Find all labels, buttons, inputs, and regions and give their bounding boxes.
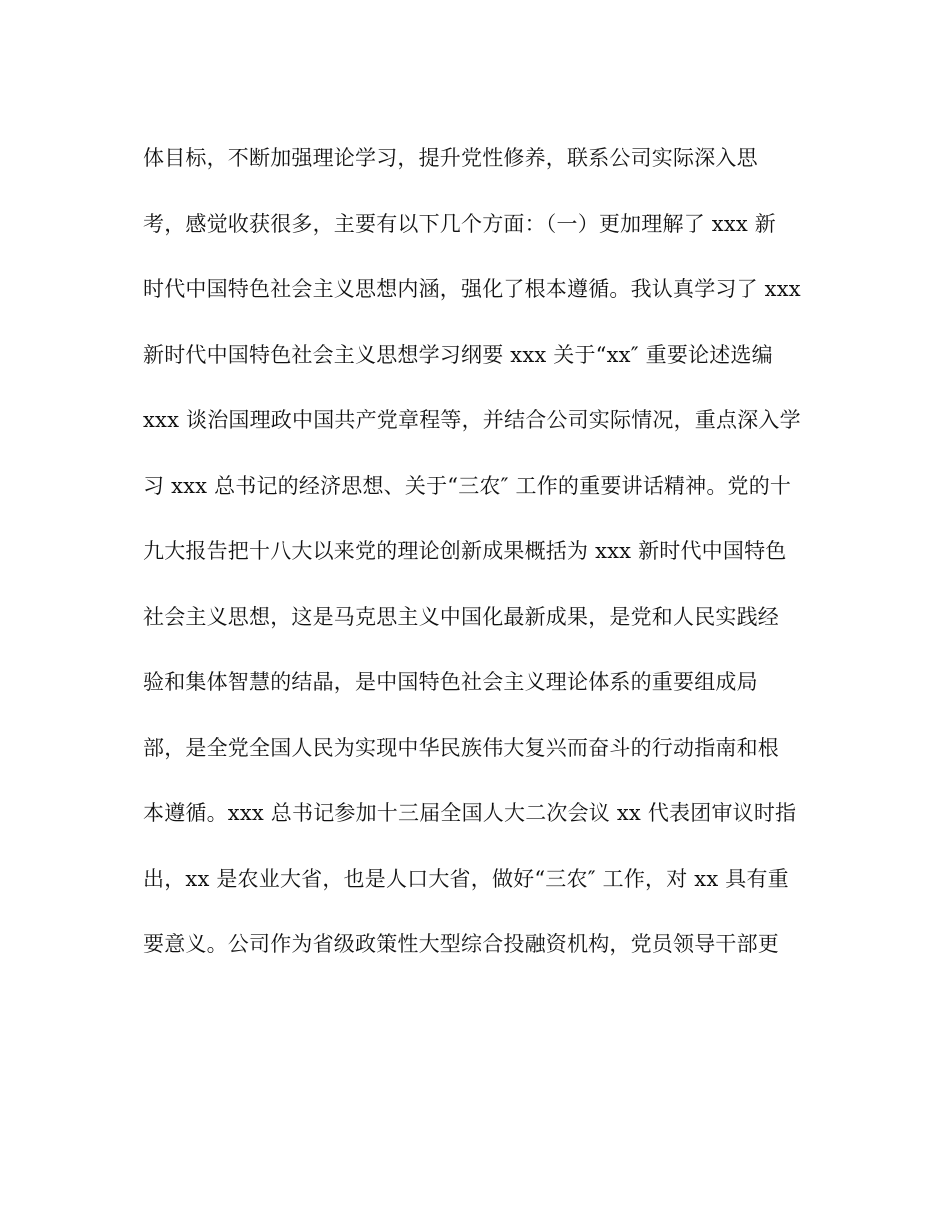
text-line: 新时代中国特色社会主义思想学习纲要 xxx 关于“xx″ 重要论述选编 — [143, 342, 773, 367]
text-line: 要意义。公司作为省级政策性大型综合投融资机构，党员领导干部更 — [143, 932, 779, 956]
text-line: 时代中国特色社会主义思想内涵，强化了根本遵循。我认真学习了 xxx — [143, 277, 801, 301]
text-line: xxx 谈治国理政中国共产党章程等，并结合公司实际情况，重点深入学 — [143, 408, 801, 432]
text-line: 出，xx 是农业大省，也是人口大省，做好“三农″ 工作，对 xx 具有重 — [143, 866, 789, 891]
text-line: 考，感觉收获很多，主要有以下几个方面：（一）更加理解了 xxx 新 — [143, 211, 776, 236]
text-line: 部，是全党全国人民为实现中华民族伟大复兴而奋斗的行动指南和根 — [143, 735, 779, 760]
text-line: 验和集体智慧的结晶，是中国特色社会主义理论体系的重要组成局 — [143, 670, 758, 694]
text-line: 体目标，不断加强理论学习，提升党性修养，联系公司实际深入思 — [143, 146, 758, 170]
text-line: 本遵循。xxx 总书记参加十三届全国人大二次会议 xx 代表团审议时指 — [143, 801, 797, 825]
text-line: 社会主义思想，这是马克思主义中国化最新成果，是党和人民实践经 — [143, 604, 779, 629]
text-line: 习 xxx 总书记的经济思想、关于“三农″ 工作的重要讲话精神。党的十 — [143, 473, 792, 498]
text-line: 九大报告把十八大以来党的理论创新成果概括为 xxx 新时代中国特色 — [143, 539, 787, 563]
body-paragraph — [143, 138, 833, 990]
